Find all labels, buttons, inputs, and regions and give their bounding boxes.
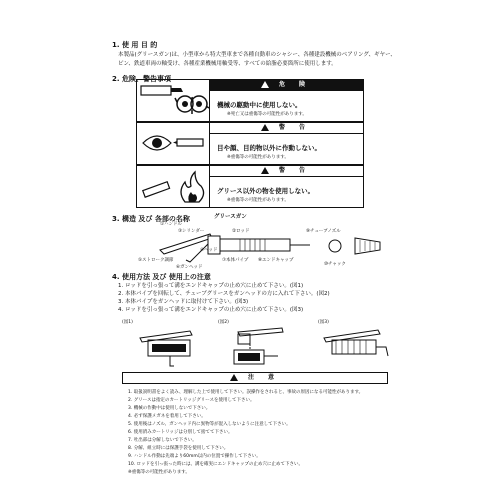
figure-1-illustration: [130, 326, 210, 371]
label-head: ④ヘッド: [200, 248, 218, 253]
label-end-cap: ⑧エンドキャップ: [258, 258, 294, 263]
section-4-line-3: 3. 本体パイプをガンヘッドに取付けて下さい。(図3): [118, 299, 249, 305]
figure-2-illustration: [220, 326, 300, 371]
section-1-line-2: ピン、鉄道車両の軸受け、各種産業機械用軸受等、すべての給脂必要箇所に使用します。: [118, 61, 337, 67]
figure-1-label: (図1): [122, 320, 133, 325]
notice-line-10: 10. ロッドを引っ張った時には、溝を確実にエンドキャップの止め穴に止めて下さい。: [128, 462, 303, 467]
label-rod: ②ロッド: [232, 229, 250, 234]
section-4-heading: 4. 使用方法 及び 使用上の注意: [112, 273, 211, 281]
label-body-pipe: ⑦本体パイプ: [222, 258, 249, 263]
notice-line-7: 7. 吐出部は分解しないで下さい。: [128, 438, 197, 443]
fire-hazard-icon: [137, 166, 210, 207]
notice-line-5: 5. 使用後はノズル、ガンヘッド内に異物等が混入しないように注意して下さい。: [128, 422, 291, 427]
warning-label-2: 警 告: [209, 166, 363, 177]
gear-hazard-icon: [137, 80, 210, 121]
warning-label-1: 警 告: [209, 123, 363, 134]
label-chuck: ⑩チャック: [324, 262, 346, 267]
danger-note: ※死亡又は重傷等の可能性があります。: [227, 112, 307, 117]
label-cylinder: ③シリンダー: [178, 229, 205, 234]
notice-line-1: 1. 取扱説明書をよく読み、理解した上で使用して下さい。誤操作をされると、事故の原因になる可能性があります。: [128, 390, 364, 395]
section-2-heading: 2. 危険、警告事項: [112, 75, 171, 83]
danger-text: 機械の駆動中に使用しない。: [217, 101, 302, 109]
eye-hazard-icon: [137, 123, 210, 164]
notice-line-9: 9. ハンドル作動は先端より60mm以内の位置で操作して下さい。: [128, 454, 261, 459]
danger-label: 危 険: [209, 80, 363, 91]
notice-footnote: ※重傷等の可能性があります。: [128, 470, 190, 475]
warning-text-2: グリース以外の物を使用しない。: [217, 187, 315, 195]
notice-header: [122, 372, 388, 384]
label-tube-nozzle: ⑨チューブノズル: [306, 229, 341, 234]
warning-box-fire: [136, 165, 364, 208]
section-4-line-2: 2. 本体パイプを回転して、チューブグリースをガンヘッドの方に入れて下さい。(図2): [118, 291, 330, 297]
section-4-line-4: 4. ロッドを引っ張って溝をエンドキャップの止め穴に止めて下さい。(図3): [118, 307, 304, 313]
warning-note-1: ※重傷等の可能性があります。: [227, 155, 289, 160]
notice-label: 注 意: [123, 373, 387, 383]
figure-3-illustration: [318, 326, 398, 371]
figure-3-label: (図3): [318, 320, 329, 325]
notice-line-6: 6. 使用済みカートリッジは分別して捨てて下さい。: [128, 430, 233, 435]
section-1-heading: 1. 使 用 目 的: [112, 41, 158, 49]
section-1-line-1: 本製品(グリースガン)は、小型車から特大型車まで各種自動車のシャシー、各種建設機械のベアリング、ギヤー、: [118, 52, 396, 58]
warning-text-1: 目や顔、目的物以外に作動しない。: [217, 144, 321, 152]
notice-line-3: 3. 機械の作動中は使用しないで下さい。: [128, 406, 211, 411]
section-4-line-1: 1. ロッドを引っ張って溝をエンドキャップの止め穴に止めて下さい。(図1): [118, 283, 304, 289]
warning-box-eye: [136, 122, 364, 165]
notice-line-4: 4. 必ず保護メガネを着用して下さい。: [128, 414, 206, 419]
notice-line-2: 2. グリースは指定のカートリッジグリースを使用して下さい。: [128, 398, 255, 403]
warning-note-2: ※重傷等の可能性があります。: [227, 198, 289, 203]
grease-gun-title: グリースガン: [214, 214, 247, 220]
label-gun-head: ⑥ガンヘッド: [176, 265, 203, 270]
label-handle: ①ハンドル: [160, 222, 183, 227]
danger-box: [136, 79, 364, 122]
notice-line-8: 8. 分解、組立時には保護手袋を使用して下さい。: [128, 446, 229, 451]
section-3-heading: 3. 構造 及び 各部の名称: [112, 215, 190, 223]
figure-2-label: (図2): [218, 320, 229, 325]
label-stroke: ⑤ストローク調節: [138, 258, 174, 263]
